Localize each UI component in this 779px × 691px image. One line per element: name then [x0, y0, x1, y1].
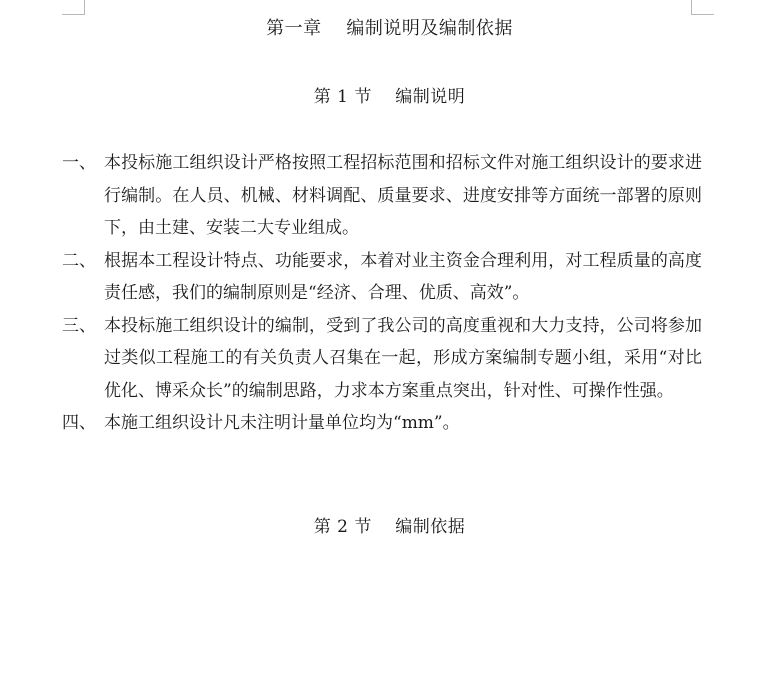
section-1-title: 第 1 节 编制说明	[313, 87, 466, 107]
list-item	[62, 245, 702, 310]
list-item	[62, 147, 702, 245]
list-item	[62, 310, 702, 408]
corner-mark-top-left	[62, 14, 85, 15]
corner-mark-top-left	[84, 0, 85, 14]
item-marker: 一、	[62, 153, 96, 173]
item-marker: 二、	[62, 250, 96, 271]
corner-mark-top-right	[691, 0, 692, 14]
item-text: 根据本工程设计特点、功能要求，本着对业主资金合理利用，对工程质量的高度责任感，我们的编制原则是“经济、合理、优质、高效”。	[104, 250, 702, 303]
item-text: 本投标施工组织设计严格按照工程招标范围和招标文件对施工组织设计的要求进行编制。在人员、机械、材料调配、质量要求、进度安排等方面统一部署的原则下，由土建、安装二大专业组成。	[104, 153, 702, 238]
item-marker: 三、	[62, 315, 96, 336]
item-marker: 四、	[62, 413, 96, 433]
corner-mark-top-right	[691, 14, 714, 15]
chapter-title: 第一章 编制说明及编制依据	[266, 18, 513, 39]
item-text: 本投标施工组织设计的编制，受到了我公司的高度重视和大力支持，公司将参加过类似工程施工的有关负责人召集在一起，形成方案编制专题小组，采用“对比优化、博采众长”的编制思路，力求本方案重点突出，针对性、可操作性强。	[104, 315, 702, 401]
item-text: 本施工组织设计凡未注明计量单位均为“mm”。	[104, 413, 460, 433]
list-item	[62, 407, 702, 440]
item-list	[62, 147, 702, 440]
section-2-title: 第 2 节 编制依据	[313, 517, 466, 537]
